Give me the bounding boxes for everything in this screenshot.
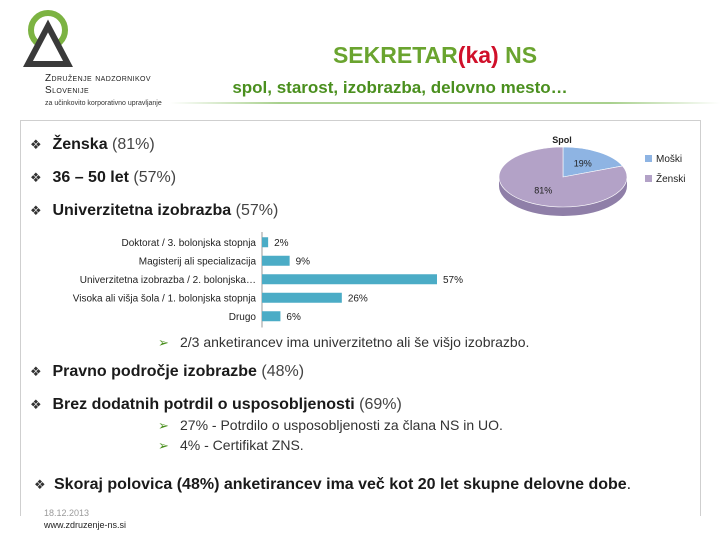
bullet-value: (81%): [112, 136, 155, 153]
bar: [262, 256, 290, 266]
bar-value-label: 26%: [347, 293, 368, 305]
slide-subtitle: spol, starost, izobrazba, delovno mesto…: [232, 78, 568, 97]
bar: [262, 311, 280, 321]
bar: [262, 293, 342, 303]
org-name-line2: Slovenije: [45, 85, 90, 96]
pie-value-label: 81%: [534, 185, 553, 196]
bar-category-label: Visoka ali višja šola / 1. bolonjska stopnja: [72, 293, 256, 305]
bar-category-label: Univerzitetna izobrazba / 2. bolonjska…: [79, 274, 256, 286]
arrow-bullet-icon: ➢: [158, 418, 169, 433]
bullet-label: Brez dodatnih potrdil o usposobljenosti: [52, 396, 355, 413]
title-tail: NS: [498, 42, 538, 68]
bar-category-label: Doktorat / 3. bolonjska stopnja: [121, 237, 256, 249]
footer-url: www.zdruzenje-ns.si: [44, 520, 127, 530]
bullet-label: Univerzitetna izobrazba: [52, 202, 232, 219]
education-bar-chart: [30, 230, 500, 330]
diamond-bullet-icon: ❖: [30, 203, 42, 218]
legend-label: Moški: [656, 154, 683, 165]
bullet-value: (57%): [133, 169, 177, 186]
pie-value-label: 19%: [573, 158, 592, 169]
bar: [262, 237, 268, 247]
bullet-label: Skoraj polovica (48%) anketirancev ima več kot 20 let skupne delovne dobe: [54, 476, 627, 493]
diamond-bullet-icon: ❖: [30, 397, 42, 412]
arrow-bullet-icon: ➢: [158, 335, 169, 350]
bullet-period: .: [626, 476, 632, 493]
subnote-text: 4% - Certifikat ZNS.: [180, 437, 304, 453]
bar-value-label: 9%: [295, 256, 311, 268]
title-main: SEKRETAR: [332, 42, 458, 68]
bullet-certificates: [30, 395, 402, 415]
bar-category-label: Drugo: [228, 311, 256, 323]
title-divider: [170, 102, 720, 104]
zns-logo: [22, 8, 74, 68]
bar-value-label: 6%: [286, 311, 301, 323]
note-education: [158, 333, 529, 352]
bullet-gender: [30, 135, 155, 155]
bullet-value: (57%): [235, 202, 279, 219]
bullet-label: 36 – 50 let: [52, 169, 129, 186]
arrow-bullet-icon: ➢: [158, 438, 169, 453]
org-name: [45, 73, 151, 97]
note-text: 2/3 anketirancev ima univerzitetno ali še višjo izobrazbo.: [180, 334, 530, 350]
legend-swatch: [645, 155, 652, 162]
bullet-education: [30, 201, 278, 221]
bullet-label: Pravno področje izobrazbe: [52, 363, 257, 380]
gender-pie-chart: [490, 128, 700, 233]
legend-label: Ženski: [656, 174, 686, 185]
org-name-line1: Združenje nadzornikov: [45, 73, 151, 84]
subnote-certificate-ns: [158, 416, 503, 435]
bar-value-label: 2%: [274, 237, 289, 249]
bullet-value: (69%): [359, 396, 402, 413]
org-tagline: za učinkovito korporativno upravljanje: [45, 100, 162, 107]
footer-date: 18.12.2013: [44, 508, 90, 518]
pie-chart-title: Spol: [552, 135, 572, 145]
bullet-label: Ženska: [52, 136, 108, 153]
legend-swatch: [645, 175, 652, 182]
bullet-work-experience: [34, 475, 674, 494]
bar-value-label: 57%: [443, 274, 464, 286]
subnote-certificate-zns: [158, 436, 304, 455]
diamond-bullet-icon: ❖: [30, 170, 42, 185]
title-accent: (ka): [457, 42, 499, 68]
bar-category-label: Magisterij ali specializacija: [138, 256, 256, 268]
bullet-value: (48%): [261, 363, 305, 380]
diamond-bullet-icon: ❖: [30, 364, 42, 379]
slide-title: [200, 42, 670, 69]
bullet-field: [30, 362, 304, 382]
diamond-bullet-icon: ❖: [30, 137, 42, 152]
diamond-bullet-icon: ❖: [34, 477, 46, 492]
subnote-text: 27% - Potrdilo o usposobljenosti za člana NS in UO.: [180, 417, 503, 433]
bullet-age: [30, 168, 176, 188]
bar: [262, 274, 437, 284]
